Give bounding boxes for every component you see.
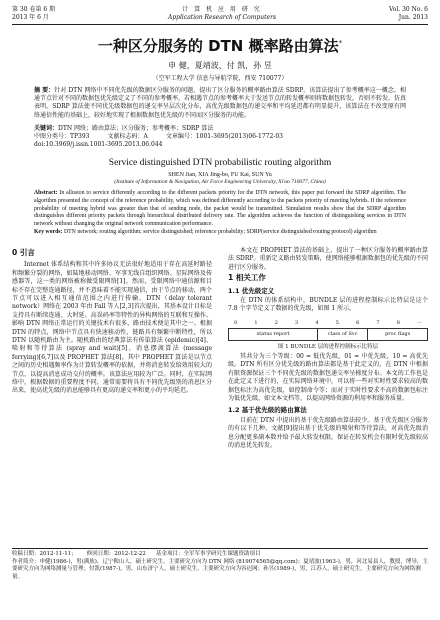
title-text: 一种区分服务的 DTN 概率路由算法 xyxy=(97,37,339,55)
english-keywords xyxy=(34,229,406,237)
en-abstract-label: Abstract: xyxy=(34,190,58,197)
fund-note: 基金项目：全军军事学研究生课题资助项目 xyxy=(155,551,261,557)
paper-title xyxy=(12,35,428,56)
date-en: Jun. 2013 xyxy=(398,14,428,21)
section-heading-related-work: 1 相关工作 xyxy=(228,273,266,283)
volume-cn: 第 30 卷第 6 期 xyxy=(12,6,56,13)
article-number: 文章编号：1001-3695(2013)06-1772-03 xyxy=(165,133,283,141)
bit-index: ··· xyxy=(417,319,422,326)
abstract-cn xyxy=(34,87,406,120)
bit-index: 1 xyxy=(254,319,258,326)
header-right xyxy=(389,6,428,22)
journal-name-cn: 计 算 机 应 用 研 究 xyxy=(182,6,262,13)
field-status-report: status report xyxy=(229,329,318,339)
intro-paragraph: Internet 体系结构和其中许多协议无法很好地适用于存在高延时路径和频繁分裂的网络，如陆地移动网络、军事无线自组织网络、星际网络及传感器等，这一类的网络被称做受限网络[1]。然而，受限网络中通信源和目标不存在完整连通路径，并不意味着不能实现通信，由于节点的移动，两个节点可以进入相互通信范围之内进行传输。DTN（delay tolerant network）网络在 2003 年由 Fall 等人[2,3]首次提出，其基本设计目标是支持具有断续连通、大时延、高误码率等特性的异构网络的互联和互操作。影响 DTN 网络正常运行的关键技术有很多，路由技术便是其中之一。根据 DTN 的特点，网络中节点具有快速移动性，链路具有频繁中断特性，所以 DTN 以随机路由为主。随机路由的经典算法有传染算法 (epidemic)[4]、喷射和等待算法 (spray and wait)[5]、消息摆渡算法 (message ferrying)[6,7]以及 PROPHET 算法[8]。其中 PROPHET 算法是以节点之间的历史相遇频率作为计算转发概率的依据，并将消息转发给效用较大的节点，以提高消息成功交付的概率。该算法应用较为广泛。同时，在实际网络中，根据数据的重要程度不同，通常需要将具有不同优先级别的消息区分出来，使高优先级的消息能够具有更高的递交率和更小的平均延迟。 xyxy=(12,261,212,395)
header-rule xyxy=(12,24,428,25)
bit-index: 8 xyxy=(396,319,400,326)
routing-paragraph: 目前在 DTN 中提出的基于优先级路由算法较少。基于优先级区分服务的有以下几种。文献[9]提出基于优先级的喷射和等待算法，对高优先级消息分配更多副本数并给予最大转发权限，保证在转发机会有限时优先级较高的消息优先转发。 xyxy=(228,416,428,450)
header-center xyxy=(168,6,276,22)
en-abstract-text: In allusion to service differently according to the different packets priority for the DTN network, this paper put forward the SDRP algorithm. The algorithm presented the concept of the reference probability, which was defined differently according to the packets priority of meeting hybrids. If the reference probability of meeting hybrid was greater than that of sending node, the packet would be transmitted. Simulation results show that the SDRP algorithm distinguishes different priority packets through hierarchical distributed delivery rate. The algorithm achieves the function of distinguishing services in DTN network without changing the original network communication performance. xyxy=(34,190,406,227)
field-class-of-svc: class of Svc xyxy=(318,329,368,339)
date-cn: 2013 年 6 月 xyxy=(12,14,49,21)
english-title: Service distinguished DTN probabilistic routing algorithm xyxy=(108,158,332,169)
bit-index: 3 xyxy=(295,319,299,326)
revised-date: 修回日期：2012-12-22 xyxy=(86,551,146,557)
figure-1 xyxy=(228,319,428,351)
title-footnote-mark: * xyxy=(338,39,343,47)
priority-levels-paragraph: 其共分为三个等级：00 = 低优先级，01 = 中优先级，10 = 高优先级。DTN 所有区分优先级的路由算法都是基于此定义的，在 DTN 中根据有限资源保证三个不同优先级的数据包递交率呈梯度分布。本文的工作也是在此定义下进行的，在实际网络环境中，可以将一些对实时性要求较高的数据包标注为高优先级，如控制命令等；而对于实时性要求不高的数据包标注为低优先级，如文本文档等，以提高网络资源的利用率和服务质量。 xyxy=(228,353,428,403)
bit-index: 5 xyxy=(335,319,339,326)
figure-caption: 图 1 BUNDLE 层的进程控制标示比特层 xyxy=(277,343,379,350)
bit-index: 6 xyxy=(356,319,360,326)
english-affiliation: (Institute of Information & Navigation, Air Force Engineering University, Xi'an 710077, China) xyxy=(114,179,326,186)
volume-en: Vol. 30 No. 6 xyxy=(388,6,428,13)
bit-field-table xyxy=(228,328,428,340)
field-proc-flags: proc flags xyxy=(385,331,411,338)
classification-row xyxy=(34,133,406,141)
doi: doi:10.3969/j.issn.1001-3695.2013.06.044 xyxy=(34,141,163,149)
bit-index: 2 xyxy=(274,319,278,326)
section-heading-intro: 0 引言 xyxy=(12,247,35,257)
document-code: 文献标志码：A xyxy=(107,133,148,141)
keywords-label: 关键词： xyxy=(34,124,59,132)
journal-header xyxy=(12,6,428,22)
clc-number: 中图分类号：TP393 xyxy=(34,133,90,141)
journal-name-en: Application Research of Computers xyxy=(168,14,277,21)
bit-index: 7 xyxy=(376,319,380,326)
received-date: 收稿日期：2012-11-11； xyxy=(12,551,77,557)
doi-row xyxy=(34,141,406,149)
en-keywords-text: DTN network; routing algorithm; service distinguished; reference probability; SDRP(service distinguished routing protocol) algorithm xyxy=(63,229,377,236)
right-column xyxy=(228,247,428,451)
en-keywords-label: Key words: xyxy=(34,229,63,236)
footnote-dates xyxy=(12,551,428,559)
author-bio: 作者简介：申健(1986-)，男(满族)，辽宁鞍山人，硕士研究生，主要研究方向为 DTN 网络 (819074565@qq.com)；夏靖波(1963-)，男，河北易县人，教授，博导，主要研究方向为网络测量与管理；付凯(1987-)，男，山东济宁人，硕士研究生，主要研究方向为容迟网；孙昱(1989-)，男，江苏人，硕士研究生，主要研究方向为网络测量。 xyxy=(12,558,428,580)
keywords-text: DTN 网络；路由算法；区分服务；参考概率；SDRP 算法 xyxy=(58,124,214,132)
keywords-cn xyxy=(34,125,406,133)
priority-paragraph: 在 DTN 的体系结构中，BUNDLE 层的进程控制标示比特层是这个 7.8 个字节定义了数据的优先级，如图 1 所示。 xyxy=(228,297,428,313)
abstract-text: 针对 DTN 网络中不同优先级的数据区分服务的问题，提出了区分服务的概率路由算法 SDRP。该算法提出了参考概率这一概念，相通节点针对不同的数据包优先级定义了不同的参考概率，若相遇节点的参考概率大于发送节点的转发概率则将数据包转发，否则不转发。仿真表明，SDRP 算法使不同优先级数据包的递交率呈层次化分布，高优先级数据包的递交率和平均延迟都有明显提升，该算法在不改变原有网络通信性能的基础上，较好地实现了根据数据包优先级的不同而区分服务的功能。 xyxy=(34,87,407,119)
body-columns xyxy=(12,247,428,451)
english-authors: SHEN Jian, XIA Jing-bo, FU Kai, SUN Yu xyxy=(168,172,272,179)
affiliation-cn: （空军工程大学 信息与导航学院，西安 710077） xyxy=(152,75,288,82)
subsection-heading-priority: 1.1 优先级定义 xyxy=(228,286,275,295)
abstract-label: 摘 要： xyxy=(34,87,55,94)
intro-paragraph-cont: 本文在 PROPHET 算法的基础上，提出了一种区分服务的概率路由算法 SDRP。重新定义路由转发策略，使网络能够根据数据包的优先级的不同进行区分服务。 xyxy=(228,246,428,271)
footnote-area xyxy=(12,548,428,581)
authors-cn: 申 健，夏靖波，付 凯，孙 昱 xyxy=(168,61,272,70)
bit-index: 4 xyxy=(315,319,319,326)
bit-index-row xyxy=(228,319,428,327)
header-left xyxy=(12,6,55,22)
english-abstract xyxy=(34,190,406,228)
left-column xyxy=(12,247,212,451)
bit-index: 0 xyxy=(234,319,238,326)
subsection-heading-routing: 1.2 基于优先级的路由算法 xyxy=(228,406,307,415)
